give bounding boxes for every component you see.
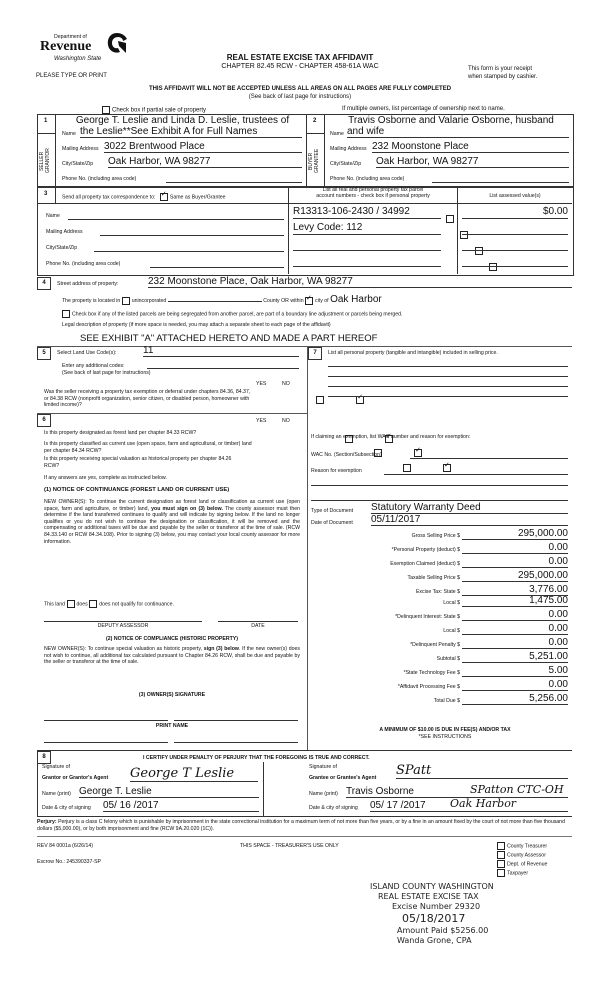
grantee-sig-label-1: Signature of — [309, 764, 337, 770]
seller-mailing-label: Mailing Address — [62, 146, 99, 152]
city-of-value[interactable]: Oak Harbor — [330, 294, 382, 305]
section-5-number: 5 — [37, 347, 51, 360]
delinquent-interest-state-label: *Delinquent Interest: State $ — [395, 614, 460, 620]
notice-continuance-text — [44, 499, 300, 545]
does-not-qualify-checkbox[interactable] — [89, 600, 97, 608]
multiple-owners-note: If multiple owners, list percentage of ownership next to name. — [342, 106, 505, 112]
s5-exemption-yes-checkbox[interactable] — [316, 396, 324, 404]
property-street-address[interactable]: 232 Moonstone Place, Oak Harbor, WA 98277 — [148, 276, 572, 288]
owner-signature-line-2[interactable] — [174, 712, 298, 721]
notice2-text-a: NEW OWNER(S): To continue special valuation as historic property, — [44, 646, 204, 652]
grantee-date-label: Date & city of signing — [309, 805, 358, 811]
doc-date-label: Date of Document — [311, 520, 353, 526]
grantor-sig-label-2: Grantor or Grantor's Agent — [42, 775, 109, 781]
s6-question-2: Is this property classified as current use (open space, farm and agricultural, or timber) land per chapter 84.34 RCW? — [44, 441, 252, 454]
seller-phone-label: Phone No. (including area code) — [62, 176, 137, 182]
personal-property-deduct-value[interactable]: 0.00 — [462, 542, 568, 554]
buyer-city-state-zip[interactable]: Oak Harbor, WA 98277 — [376, 156, 569, 168]
gross-selling-value[interactable]: 295,000.00 — [462, 528, 568, 540]
notice-compliance-title: (2) NOTICE OF COMPLIANCE (HISTORIC PROPERTY) — [106, 636, 238, 642]
perjury-label: Perjury: — [37, 819, 57, 825]
stamp-county: ISLAND COUNTY WASHINGTON — [370, 882, 494, 891]
total-due-label: Total Due $ — [433, 698, 460, 704]
personal-property-line-3[interactable] — [328, 385, 568, 387]
buyer-name-line2[interactable]: and wife — [347, 126, 569, 138]
notice1-text-bold: you must sign on (3) below. — [151, 505, 223, 512]
exemption-question: Was the seller receiving a property tax exemption or deferral under chapters 84.36, 84.37, or 84.38 RCW (nonprofit organization, senior citizen, or disabled person, homeowner with limited income)? — [44, 389, 251, 408]
assessed-header: List assessed value(s) — [489, 193, 541, 199]
notice1-text-a: NEW OWNER(S): To continue the current designation as forest land or classification as current use (open space, farm and agriculture, or timber) land, — [44, 499, 300, 512]
owner-print-name-line-1[interactable] — [44, 734, 168, 743]
buyer-grantee-label: BUYER GRANTEE — [308, 148, 320, 174]
form-title: REAL ESTATE EXCISE TAX AFFIDAVIT — [226, 53, 374, 62]
owner-signature-line-1[interactable] — [44, 712, 168, 721]
form-revision: REV 84 0001a (6/26/14) — [37, 843, 93, 849]
section3-name-input[interactable] — [68, 211, 284, 220]
owner-print-name-line-2[interactable] — [174, 734, 298, 743]
does-qualify-checkbox[interactable] — [67, 600, 75, 608]
reason-input-3[interactable] — [311, 499, 568, 501]
reason-label: Reason for exemption — [311, 468, 362, 474]
section3-phone-input[interactable] — [150, 259, 284, 268]
parcel-2[interactable]: Levy Code: 112 — [293, 222, 441, 235]
deputy-assessor-signature-line[interactable] — [44, 613, 202, 622]
excise-local-value[interactable]: 1,475.00 — [462, 595, 568, 607]
section3-mailing-label: Mailing Address — [46, 229, 83, 235]
unincorporated-checkbox[interactable] — [122, 297, 130, 305]
treasurer-space-label: THIS SPACE - TREASURER'S USE ONLY — [240, 843, 339, 849]
personal-property-line-1[interactable] — [328, 365, 568, 367]
exemption-claimed-value[interactable]: 0.00 — [462, 556, 568, 568]
section-4-number: 4 — [37, 277, 51, 290]
land-use-label: Select Land Use Code(s): — [57, 350, 117, 356]
located-in-row — [62, 294, 572, 305]
same-as-buyer-checkbox[interactable] — [160, 193, 168, 201]
if-yes-note: If any answers are yes, complete as instructed below. — [44, 475, 167, 481]
owner-signature-title: (3) OWNER(S) SIGNATURE — [138, 692, 206, 698]
qualify-row — [44, 600, 174, 608]
does-not-label: does not qualify for continuance. — [99, 601, 174, 608]
exemption-claim-label: If claiming an exemption, list WAC number and reason for exemption: — [311, 434, 471, 440]
logo-revenue: Revenue — [40, 39, 92, 54]
county-assessor-checkbox[interactable] — [497, 851, 505, 859]
affidavit-warning: THIS AFFIDAVIT WILL NOT BE ACCEPTED UNLESS ALL AREAS ON ALL PAGES ARE FULLY COMPLETED — [148, 86, 452, 92]
section-1-number: 1 — [44, 118, 48, 124]
county-input[interactable] — [168, 295, 262, 302]
buyer-mailing-label: Mailing Address — [330, 146, 367, 152]
minimum-due-note: A MINIMUM OF $10.00 IS DUE IN FEE(S) AND/OR TAX — [379, 727, 511, 733]
delinquent-interest-local-value[interactable]: 0.00 — [462, 623, 568, 635]
notice-compliance-text — [44, 646, 300, 666]
section3-name-label: Name — [46, 213, 60, 219]
notice1-text-b: The county assessor must then determine if the land transferred continues to qualify and will indicate by signing below. If the land no longer qualifies or you do not wish to continue the designation or classification, it will be removed and the compensating or additional taxes will be due and payable by the seller or transferor at the time of sale. (RCW 84.33.140 or RCW 84.34.108). Prior to signing (3) below, you may contact your local county assessor for more information. — [44, 505, 300, 545]
grantee-agent-handwritten: SPatton CTC-OH — [470, 783, 564, 796]
see-instructions-note: *SEE INSTRUCTIONS — [418, 734, 472, 740]
print-name-label: PRINT NAME — [155, 723, 189, 729]
county-treasurer-label: County Treasurer — [507, 843, 548, 850]
delinquent-interest-state-value[interactable]: 0.00 — [462, 609, 568, 621]
reason-input[interactable] — [384, 467, 568, 475]
exemption-claimed-label: Exemption Claimed (deduct) $ — [390, 561, 460, 567]
excise-local-label: Local $ — [443, 600, 460, 606]
section3-city-input[interactable] — [94, 243, 284, 252]
legal-description-value[interactable]: SEE EXHIBIT "A" ATTACHED HERETO AND MADE A PART HEREOF — [80, 333, 378, 344]
receipt-note-1: This form is your receipt — [468, 66, 533, 72]
section-7-number: 7 — [308, 347, 322, 360]
grantor-date-label: Date & city of signing — [42, 805, 91, 811]
state-technology-fee-label: *State Technology Fee $ — [403, 670, 460, 676]
this-land-label: This land — [44, 601, 66, 608]
copy-taxpayer[interactable] — [497, 869, 547, 878]
additional-codes-label: Enter any additional codes: — [62, 363, 125, 369]
logo-dept-of: Department of — [54, 34, 87, 40]
taxable-selling-label: Taxable Selling Price $ — [407, 575, 460, 581]
notice2-text-b: . If the new owner(s) does not wish to continue, all additional tax calculated pursuant to Chapter 84.26 RCW, shall be due and payable by the seller or transferor at the time of sale. — [44, 646, 300, 666]
same-as-buyer-label: Same as Buyer/Grantee — [169, 194, 226, 201]
parcel-1-personal-checkbox[interactable] — [446, 215, 454, 223]
stamp-excise-tax: REAL ESTATE EXCISE TAX — [378, 892, 479, 901]
partial-sale-checkbox[interactable] — [102, 106, 110, 114]
city-of-checkbox[interactable] — [305, 297, 313, 305]
parcel-header-line1: List all real and personal property tax parcel — [322, 187, 424, 193]
buyer-name-line1[interactable]: Travis Osborne and Valarie Osborne, husband — [348, 115, 554, 126]
seller-grantor-label: SELLER GRANTOR — [39, 148, 51, 174]
personal-property-deduct-label: *Personal Property (deduct) $ — [391, 547, 460, 553]
delinquent-penalty-label: *Delinquent Penalty $ — [410, 642, 460, 648]
taxpayer-label: Taxpayer — [507, 870, 529, 877]
seller-city-label: City/State/Zip — [62, 161, 94, 167]
segregated-label: Check box if any of the listed parcels are being segregated from another parcel, are part of a boundary line adjustment or parcels being merged. — [72, 311, 403, 318]
copy-distribution — [497, 842, 547, 878]
perjury-text: Perjury is a class C felony which is punishable by imprisonment in the state correctional institution for a maximum term of not more than five years, or by a fine in an amount fixed by the court of not more than five thousand dollars ($5,000.00), or by both imprisonment and fine (RCW 9A.20.020 (1C)). — [37, 819, 565, 832]
section3-phone-label: Phone No. (including area code) — [46, 261, 121, 267]
seller-phone-input[interactable] — [166, 174, 302, 183]
grantee-sig-label-2: Grantee or Grantee's Agent — [309, 775, 377, 781]
s5-no-label: NO — [282, 381, 290, 387]
parcel-4[interactable] — [293, 254, 441, 267]
certify-statement: I CERTIFY UNDER PENALTY OF PERJURY THAT THE FOREGOING IS TRUE AND CORRECT. — [143, 755, 370, 761]
copy-dept-revenue[interactable] — [497, 860, 547, 869]
notice-continuance-title: (1) NOTICE OF CONTINUANCE (FOREST LAND OR CURRENT USE) — [44, 487, 230, 493]
section-2-number: 2 — [313, 118, 317, 124]
delinquent-interest-local-label: Local $ — [443, 628, 460, 634]
delinquent-penalty-value[interactable]: 0.00 — [462, 637, 568, 649]
excise-state-value[interactable]: 3,776.00 — [462, 584, 568, 596]
dept-revenue-checkbox[interactable] — [497, 860, 505, 868]
receipt-note-2: when stamped by cashier. — [468, 74, 538, 80]
grantor-name-print[interactable]: George T. Leslie — [79, 786, 259, 798]
stamp-date: 05/18/2017 — [402, 912, 466, 925]
subtotal-label: Subtotal $ — [436, 656, 460, 662]
parcel-2-assessed-value[interactable] — [462, 222, 568, 235]
additional-codes-note: (See back of last page for instructions) — [62, 370, 151, 376]
partial-sale-label: Check box if partial sale of property — [112, 107, 207, 114]
s6-yes-label: YES — [256, 418, 267, 424]
seller-name-label: Name — [62, 131, 76, 137]
s6-question-3: Is this property receiving special valuation as historical property per chapter 84.26 RCW? — [44, 456, 232, 469]
taxable-selling-value[interactable]: 295,000.00 — [462, 570, 568, 582]
copy-county-assessor[interactable] — [497, 851, 547, 860]
logo-washington-state: Washington State — [54, 56, 102, 62]
personal-property-label: List all personal property (tangible and intangible) included in selling price. — [328, 350, 498, 356]
grantor-signature[interactable]: George T Leslie — [130, 766, 258, 782]
parcel-3[interactable] — [293, 238, 441, 251]
does-label: does — [76, 601, 88, 608]
grantor-sig-label-1: Signature of — [42, 764, 70, 770]
section-8-number: 8 — [37, 751, 51, 764]
section3-city-label: City/State/Zip — [46, 245, 78, 251]
notice2-text-bold: sign (3) below — [203, 646, 239, 652]
grantee-signature[interactable]: SPatt — [396, 763, 568, 779]
affidavit-processing-fee-label: *Affidavit Processing Fee $ — [397, 684, 460, 690]
seller-mailing-address[interactable]: 3022 Brentwood Place — [104, 141, 302, 153]
county-or-label: County OR within — [263, 298, 304, 304]
doc-type-label: Type of Document — [311, 508, 354, 514]
instructions-note: (See back of last page for instructions) — [248, 94, 352, 100]
grantor-name-label: Name (print) — [42, 791, 71, 797]
buyer-phone-label: Phone No. (including area code) — [330, 176, 405, 182]
city-of-label: city of — [315, 298, 329, 304]
stamp-treasurer: Wanda Grone, CPA — [397, 936, 472, 945]
buyer-phone-input[interactable] — [432, 174, 569, 183]
dor-swirl-icon — [106, 31, 128, 55]
section-3-number: 3 — [44, 191, 48, 197]
buyer-city-label: City/State/Zip — [330, 161, 362, 167]
wac-label: WAC No. (Section/Subsection) — [311, 452, 382, 458]
parcel-1[interactable]: R13313-106-2430 / 34992 — [293, 206, 441, 219]
seller-city-state-zip[interactable]: Oak Harbor, WA 98277 — [108, 156, 302, 168]
seller-name-line1[interactable]: George T. Leslie and Linda D. Leslie, trustees of — [75, 115, 290, 126]
reason-input-2[interactable] — [311, 484, 568, 486]
gross-selling-label: Gross Selling Price $ — [411, 533, 460, 539]
send-correspondence-label: Send all property tax correspondence to: — [62, 194, 156, 201]
section3-mailing-input[interactable] — [100, 227, 284, 236]
excise-state-label: Excise Tax: State $ — [415, 589, 460, 595]
form-subtitle: CHAPTER 82.45 RCW - CHAPTER 458-61A WAC — [221, 63, 379, 70]
section3-send-label — [62, 193, 226, 201]
buyer-name-label: Name — [330, 131, 344, 137]
legal-description-label: Legal description of property (if more space is needed, you may attach a separate sheet to each page of the affidavit) — [62, 322, 331, 328]
county-treasurer-checkbox[interactable] — [497, 842, 505, 850]
county-assessor-label: County Assessor — [507, 852, 546, 859]
grantor-date-city[interactable]: 05/ 16 /2017 — [103, 800, 259, 812]
deputy-assessor-label: DEPUTY ASSESSOR — [97, 623, 149, 629]
parcel-header — [290, 187, 456, 199]
segregated-checkbox[interactable] — [62, 310, 70, 318]
escrow-number: Escrow No.: 245390337-SP — [37, 859, 102, 865]
grantee-date-city[interactable]: 05/ 17 /2017 — [370, 800, 568, 812]
s6-no-label: NO — [282, 418, 290, 424]
please-type-or-print: PLEASE TYPE OR PRINT — [36, 73, 107, 79]
stamp-amount-paid: Amount Paid $5256.00 — [397, 926, 489, 935]
partial-sale-checkbox-row[interactable] — [102, 106, 206, 114]
s5-yes-label: YES — [256, 381, 267, 387]
grantee-name-label: Name (print) — [309, 791, 338, 797]
parcel-header-line2: account numbers - check box if personal property — [316, 193, 430, 199]
parcel-3-assessed-value[interactable] — [462, 238, 568, 251]
dor-logo — [40, 30, 120, 70]
copy-county-treasurer[interactable] — [497, 842, 547, 851]
assessor-date-line[interactable] — [218, 613, 298, 622]
personal-property-line-2[interactable] — [328, 375, 568, 377]
total-due-value[interactable]: 5,256.00 — [462, 693, 568, 705]
affidavit-processing-fee-value[interactable]: 0.00 — [462, 679, 568, 691]
stamp-excise-number: Excise Number 29320 — [392, 902, 481, 911]
section-6-number: 6 — [37, 414, 51, 427]
grantee-city-handwritten: Oak Harbor — [450, 797, 517, 810]
wac-input[interactable] — [410, 451, 568, 459]
s6-question-1: Is this property designated as forest land per chapter 84.33 RCW? — [44, 430, 197, 436]
street-address-label: Street address of property: — [57, 281, 119, 287]
dept-revenue-label: Dept. of Revenue — [507, 861, 548, 868]
unincorporated-label: unincorporated — [131, 298, 167, 304]
parcel-1-assessed-value[interactable]: $0.00 — [462, 206, 568, 219]
perjury-notice — [37, 819, 572, 832]
segregated-row[interactable] — [62, 310, 402, 318]
state-technology-fee-value[interactable]: 5.00 — [462, 665, 568, 677]
additional-codes-input[interactable] — [147, 361, 299, 369]
parcel-4-assessed-value[interactable] — [462, 254, 568, 267]
assessor-date-label: DATE — [251, 623, 265, 629]
located-in-label: The property is located in — [62, 298, 121, 304]
land-use-code[interactable]: 11 — [143, 345, 299, 357]
doc-date-value[interactable]: 05/11/2017 — [371, 514, 568, 526]
doc-type-value[interactable]: Statutory Warranty Deed — [371, 502, 568, 514]
personal-property-line-4[interactable] — [328, 395, 568, 397]
grantee-name-print[interactable]: Travis Osborne — [346, 786, 568, 798]
subtotal-value[interactable]: 5,251.00 — [462, 651, 568, 663]
seller-name-line2[interactable]: the Leslie**See Exhibit A for Full Names — [80, 126, 302, 138]
buyer-mailing-address[interactable]: 232 Moonstone Place — [372, 141, 569, 153]
taxpayer-checkbox[interactable] — [497, 869, 505, 877]
